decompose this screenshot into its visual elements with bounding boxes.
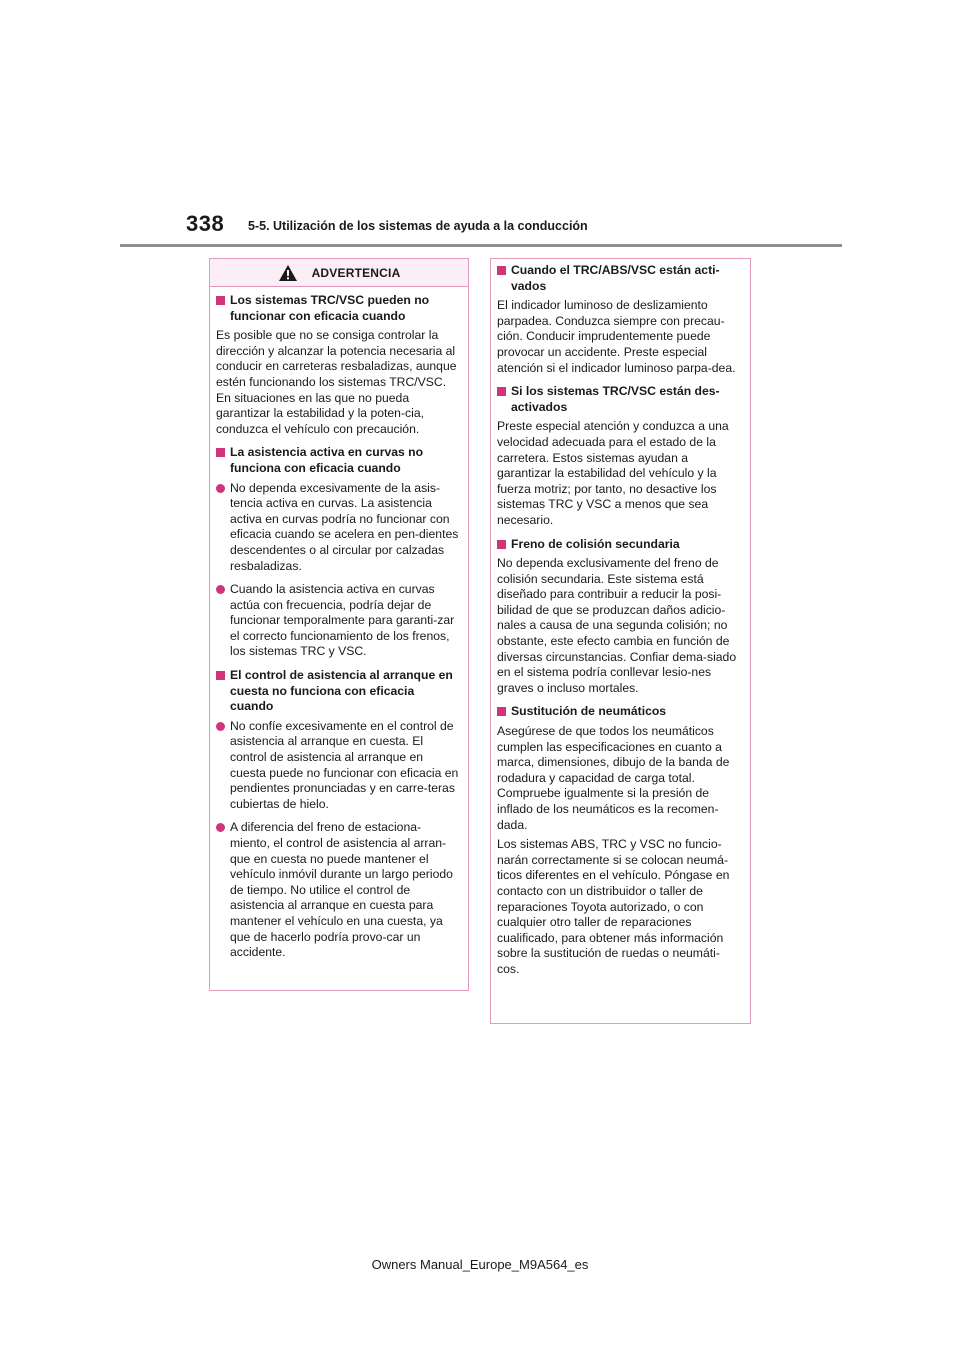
- heading-text: Cuando el TRC/ABS/VSC están acti-vados: [511, 263, 720, 293]
- section-title: 5-5. Utilización de los sistemas de ayuda a la conducción: [248, 219, 588, 233]
- bullet-item: [216, 719, 460, 813]
- section-heading: [497, 384, 742, 415]
- bullet-text: A diferencia del freno de estaciona-miento, el control de asistencia al arran-que en cuesta no puede mantener el vehículo inmóvil durante un largo periodo de tiempo. No utilice el control de asistencia al arranque en cuesta para mantener el vehículo en una cuesta, ya que de hacerlo podría provo-car un accidente.: [230, 820, 453, 960]
- square-bullet-icon: [216, 671, 225, 680]
- bullet-item: [216, 582, 460, 660]
- square-bullet-icon: [497, 266, 506, 275]
- section-heading: [497, 263, 742, 294]
- round-bullet-icon: [216, 484, 225, 493]
- heading-text: Los sistemas TRC/VSC pueden no funcionar con eficacia cuando: [230, 293, 430, 323]
- bullet-text: No dependa excesivamente de la asis-tencia activa en curvas. La asistencia activa en curvas podría no funcionar con eficacia cuando se acelera en pen-dientes descendentes o al circular por calzadas resbaladizas.: [230, 480, 459, 573]
- square-bullet-icon: [497, 387, 506, 396]
- section-heading: [216, 293, 460, 324]
- square-bullet-icon: [216, 296, 225, 305]
- footer-text: Owners Manual_Europe_M9A564_es: [371, 1257, 589, 1272]
- paragraph: El indicador luminoso de deslizamiento parpadea. Conduzca siempre con precau-ción. Conducir imprudentemente puede provocar un accidente. Preste especial atención si el indicador luminoso parpa-dea.: [497, 298, 736, 375]
- continued-box-content: [491, 259, 750, 978]
- bullet-text: Cuando la asistencia activa en curvas actúa con frecuencia, podría dejar de funcionar temporalmente para garanti-zar el correcto funcionamiento de los frenos, los sistemas TRC y VSC.: [230, 582, 455, 659]
- section-heading: [497, 704, 742, 720]
- section-heading: [216, 668, 460, 715]
- page-number: 338: [186, 211, 225, 236]
- warning-box-content: [210, 287, 468, 961]
- continued-warning-box: [490, 258, 751, 1024]
- heading-text: Si los sistemas TRC/VSC están des-activados: [511, 384, 720, 414]
- heading-text: Freno de colisión secundaria: [511, 536, 680, 551]
- paragraph: No dependa exclusivamente del freno de colisión secundaria. Este sistema está diseñado para contribuir a reducir la posi-bilidad de que se produzcan daños adicio-nales a causa de una segunda colisión; no obstante, este efecto cambia en función de diversas circunstancias. Confiar dema-siado en el sistema podría conllevar lesio-nes graves o incluso mortales.: [497, 556, 737, 695]
- round-bullet-icon: [216, 585, 225, 594]
- square-bullet-icon: [216, 448, 225, 457]
- section-heading: [216, 445, 460, 476]
- paragraph: Asegúrese de que todos los neumáticos cumplen las especificaciones en cuanto a marca, dimensiones, dibujo de la banda de rodadura y capacidad de carga total. Compruebe igualmente si la presión de inflado de los neumáticos es la recomen-dada.: [497, 724, 730, 832]
- square-bullet-icon: [497, 540, 506, 549]
- heading-text: Sustitución de neumáticos: [511, 704, 667, 719]
- heading-text: La asistencia activa en curvas no funciona con eficacia cuando: [230, 445, 424, 475]
- bullet-item: [216, 481, 460, 575]
- paragraph: Los sistemas ABS, TRC y VSC no funcio-narán correctamente si se colocan neumá-ticos diferentes en el vehículo. Póngase en contacto con un distribuidor o taller de reparaciones Toyota autorizado, o con cualquier otro taller de reparaciones cualificado, para obtener más información sobre la sustitución de ruedas o neumáti-cos.: [497, 837, 730, 976]
- heading-text: El control de asistencia al arranque en cuesta no funciona con eficacia cuando: [230, 668, 453, 714]
- paragraph: Es posible que no se consiga controlar la dirección y alcanzar la potencia necesaria al conducir en carreteras resbaladizas, aunque estén funcionando los sistemas TRC/VSC. En situaciones en las que no pueda garantizar la estabilidad y la poten-cia, conduzca el vehículo con precaución.: [216, 328, 457, 436]
- bullet-item: [216, 820, 460, 960]
- warning-triangle-icon: [278, 264, 298, 282]
- header-rule: [120, 244, 842, 247]
- bullet-text: No confíe excesivamente en el control de asistencia al arranque en cuesta. El control de asistencia al arranque en cuesta puede no funcionar con eficacia en pendientes pronunciadas y en carre-teras cubiertas de hielo.: [230, 718, 459, 811]
- square-bullet-icon: [497, 707, 506, 716]
- paragraph: Preste especial atención y conduzca a una velocidad adecuada para el estado de la carretera. Estos sistemas ayudan a garantizar la estabilidad del vehículo y la fuerza motriz; por tanto, no desactive los sistemas TRC y VSC a menos que sea necesario.: [497, 419, 729, 527]
- warning-box-title: ADVERTENCIA: [311, 265, 401, 280]
- section-heading: [497, 537, 742, 553]
- round-bullet-icon: [216, 823, 225, 832]
- round-bullet-icon: [216, 722, 225, 731]
- warning-box: [209, 258, 469, 991]
- warning-box-header: [210, 259, 468, 287]
